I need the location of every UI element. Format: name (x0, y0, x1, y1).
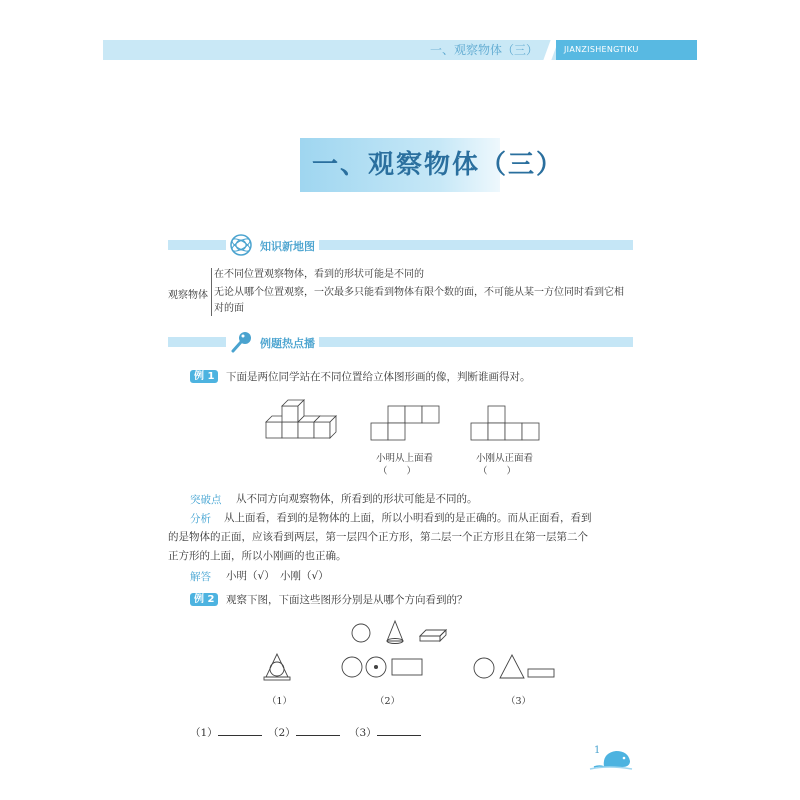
answer-blank-3-line[interactable] (377, 725, 421, 736)
view-1-figure (262, 652, 294, 682)
header-tag-text: JIANZISHENGTIKU (564, 45, 639, 54)
answer-label: 解答 (190, 571, 211, 583)
view-1-label: （1） (267, 696, 293, 707)
examples-section-label: 例题热点播 (256, 335, 319, 351)
answer-blank-1 (190, 725, 262, 740)
analysis-label: 分析 (190, 513, 211, 525)
answer-blank-2-line[interactable] (296, 725, 340, 736)
answer-blank-1-label: （1） (190, 727, 218, 739)
caption-xiaogang-paren: （ ） (478, 466, 517, 477)
globe-icon (226, 232, 256, 258)
breakthrough-label: 突破点 (190, 494, 222, 506)
knowledge-line-1: 在不同位置观察物体，看到的形状可能是不同的 (214, 269, 424, 280)
view-2-figure (340, 654, 426, 680)
analysis-line-3: 正方形的上面，所以小刚画的也正确。 (168, 550, 347, 562)
answer-blank-3 (349, 725, 421, 740)
header-chapter-title: 一、观察物体（三） (430, 43, 539, 57)
knowledge-line-3: 对的面 (214, 303, 244, 314)
box-shape (420, 630, 446, 636)
sphere-shape (352, 624, 370, 642)
answer-blank-3-label: （3） (349, 727, 377, 739)
top-view-figure (370, 404, 442, 444)
view-2-label: （2） (375, 696, 401, 707)
example-2-question: 观察下图，下面这些图形分别是从哪个方向看到的？ (226, 594, 468, 606)
example-1-question: 下面是两位同学站在不同位置给立体图形画的像，判断谁画得对。 (226, 371, 531, 383)
example-2-badge: 例 2 (190, 593, 218, 606)
caption-xiaogang: 小刚从正面看 (476, 453, 534, 464)
analysis-line-2: 的是物体的正面，应该看到两层，第一层四个正方形，第二层一个正方形且在第一层第二个 (168, 531, 588, 543)
cube-solid-figure (262, 396, 342, 442)
knowledge-divider (211, 268, 212, 316)
knowledge-section-label: 知识新地图 (256, 238, 319, 254)
page-number: 1 (594, 745, 601, 756)
knowledge-table (168, 266, 633, 318)
caption-xiaoming-paren: （ ） (378, 466, 417, 477)
cone-shape (387, 621, 403, 641)
solids-figure (348, 618, 458, 646)
answer-text: 小明（√） 小刚（√） (226, 570, 329, 582)
view-3-label: （3） (506, 696, 532, 707)
answer-blank-2-label: （2） (268, 727, 296, 739)
page-title: 一、观察物体（三） (312, 150, 565, 180)
analysis-line-1: 从上面看，看到的是物体的上面，所以小明看到的是正确的。而从正面看，看到 (224, 512, 592, 524)
answer-blank-2 (268, 725, 340, 740)
breakthrough-text: 从不同方向观察物体，所看到的形状可能是不同的。 (236, 493, 478, 505)
microphone-icon (226, 329, 256, 355)
knowledge-line-2: 无论从哪个位置观察，一次最多只能看到物体有限个数的面，不可能从某一方位同时看到它相 (214, 287, 624, 298)
example-1-badge: 例 1 (190, 370, 218, 383)
knowledge-left-label: 观察物体 (168, 290, 208, 301)
caption-xiaoming: 小明从上面看 (376, 453, 434, 464)
whale-icon (588, 745, 634, 771)
header-tag (556, 40, 697, 60)
view-3-figure (472, 652, 560, 680)
front-view-figure (470, 404, 542, 444)
answer-blank-1-line[interactable] (218, 725, 262, 736)
